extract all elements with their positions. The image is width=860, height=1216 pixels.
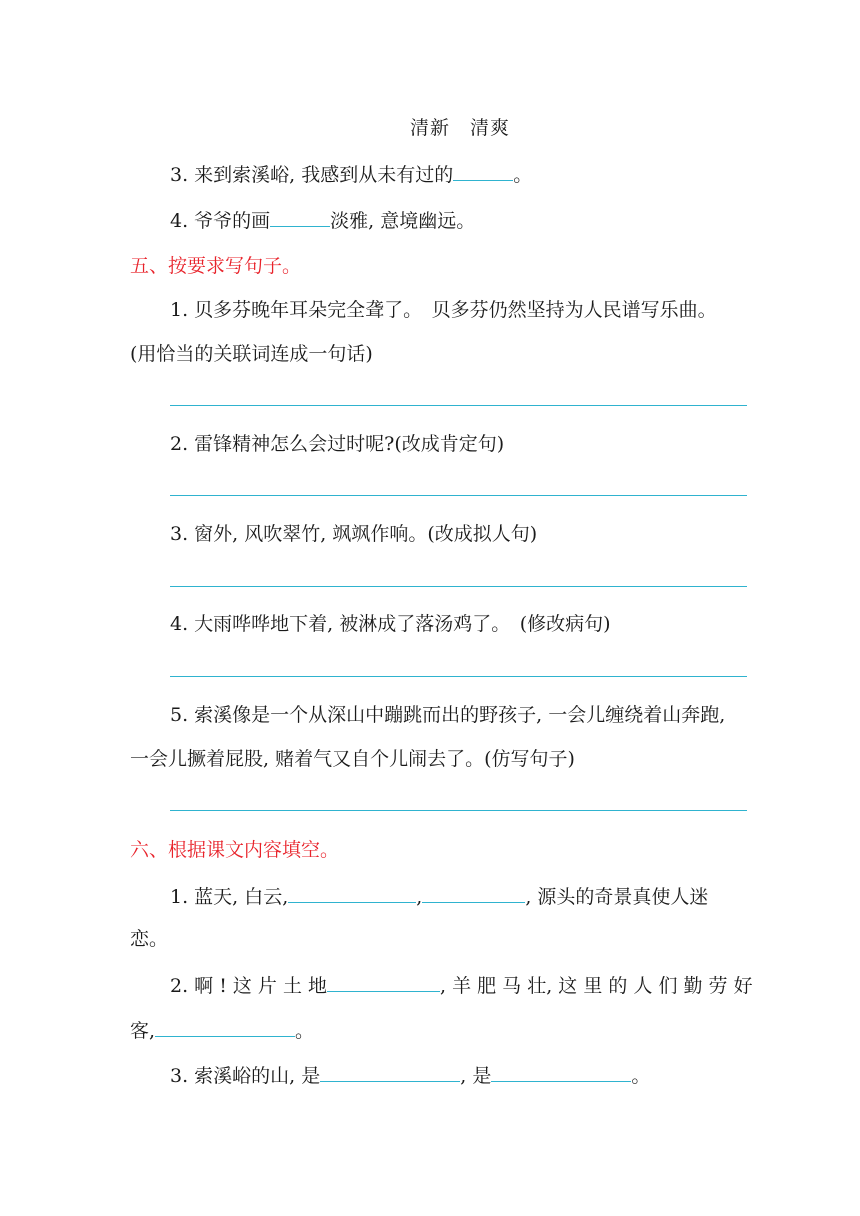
question-4-3 — [170, 160, 532, 188]
question-text-end: 。 — [295, 1020, 315, 1042]
answer-line[interactable] — [170, 495, 747, 496]
question-5-2: 2. 雷锋精神怎么会过时呢?(改成肯定句) — [170, 433, 505, 455]
question-text: 2. 啊 ! 这 片 土 地 — [170, 975, 328, 997]
question-text-end: 淡雅, 意境幽远。 — [330, 210, 476, 232]
answer-line[interactable] — [170, 810, 747, 811]
question-text: 3. 索溪峪的山, 是 — [170, 1065, 321, 1087]
question-text-end: 。 — [513, 164, 533, 186]
section-5-heading: 五、按要求写句子。 — [130, 255, 302, 277]
page-title — [410, 115, 510, 141]
question-5-3: 3. 窗外, 风吹翠竹, 飒飒作响。(改成拟人句) — [170, 523, 538, 545]
fill-blank[interactable] — [491, 1061, 631, 1082]
answer-line[interactable] — [170, 676, 747, 677]
answer-line[interactable] — [170, 586, 747, 587]
question-text: , 是 — [460, 1065, 492, 1087]
fill-blank[interactable] — [155, 1016, 295, 1037]
fill-blank[interactable] — [422, 882, 525, 903]
question-6-2 — [170, 971, 753, 999]
question-6-2-cont — [130, 1016, 314, 1044]
fill-blank[interactable] — [270, 206, 330, 227]
question-text: 客, — [130, 1020, 156, 1042]
section-6-heading: 六、根据课文内容填空。 — [130, 839, 340, 861]
fill-blank[interactable] — [453, 160, 513, 181]
question-4-4 — [170, 206, 475, 234]
fill-blank[interactable] — [320, 1061, 460, 1082]
question-5-5: 5. 索溪像是一个从深山中蹦跳而出的野孩子, 一会儿缠绕着山奔跑, — [170, 704, 726, 726]
question-text: , 羊 肥 马 壮, 这 里 的 人 们 勤 劳 好 — [440, 975, 753, 997]
title-part-2: 清爽 — [470, 117, 511, 139]
fill-blank[interactable] — [288, 882, 416, 903]
title-part-1: 清新 — [410, 117, 451, 139]
question-text: , 源头的奇景真使人迷 — [525, 886, 709, 908]
question-5-4: 4. 大雨哗哗地下着, 被淋成了落汤鸡了。 (修改病句) — [170, 613, 611, 635]
question-6-1 — [170, 882, 708, 910]
question-5-1-note: (用恰当的关联词连成一句话) — [130, 343, 373, 365]
question-5-5-cont: 一会儿撅着屁股, 赌着气又自个儿闹去了。(仿写句子) — [130, 748, 575, 770]
question-6-1-cont: 恋。 — [130, 928, 169, 950]
question-6-3 — [170, 1061, 650, 1089]
separator: , — [416, 886, 423, 908]
question-text: 3. 来到索溪峪, 我感到从未有过的 — [170, 164, 454, 186]
question-text: 4. 爷爷的画 — [170, 210, 271, 232]
fill-blank[interactable] — [327, 971, 440, 992]
question-5-1: 1. 贝多芬晚年耳朵完全聋了。 贝多芬仍然坚持为人民谱写乐曲。 — [170, 299, 717, 321]
question-text: 1. 蓝天, 白云, — [170, 886, 289, 908]
answer-line[interactable] — [170, 405, 747, 406]
question-text-end: 。 — [631, 1065, 651, 1087]
